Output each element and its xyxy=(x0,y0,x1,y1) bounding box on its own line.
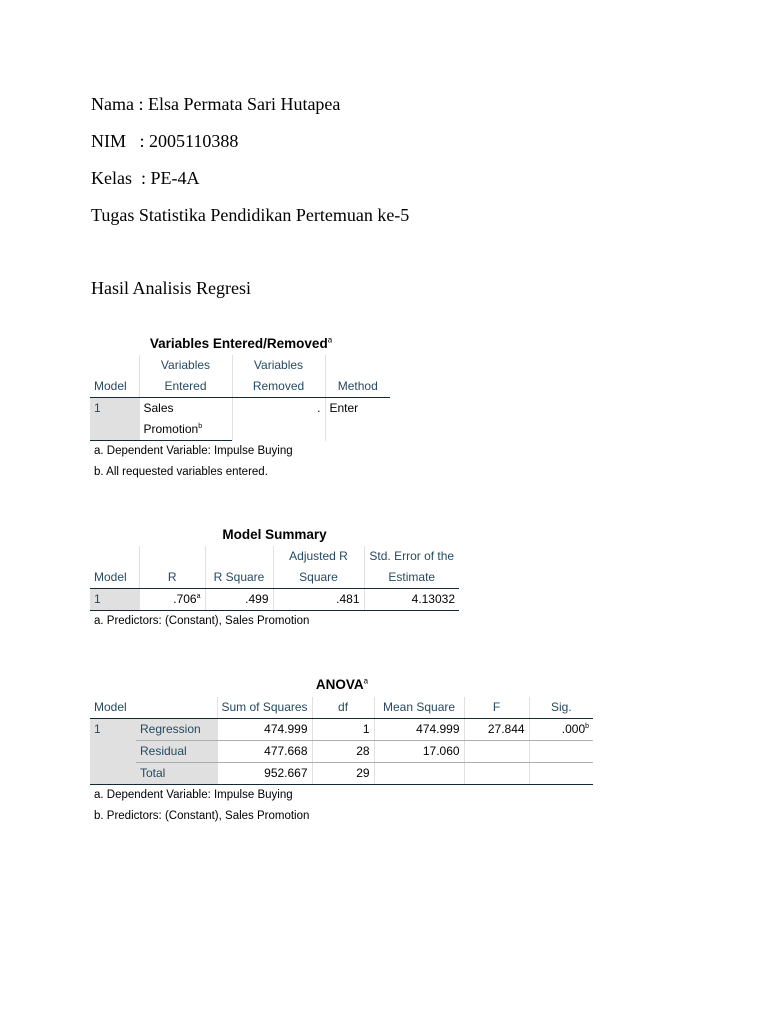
cell-removed: . xyxy=(232,398,325,441)
col-model: Model xyxy=(90,376,139,398)
anova-table xyxy=(90,697,593,785)
cell-mean-square: 474.999 xyxy=(374,719,464,741)
cell-method: Enter xyxy=(325,398,390,441)
col-method: Method xyxy=(325,376,390,398)
cell-r: .706$^a$ xyxy=(139,589,205,611)
col-sig: Sig. xyxy=(529,697,593,719)
cell-sig xyxy=(529,763,593,785)
table-footnote: b. Predictors: (Constant), Sales Promotion xyxy=(94,810,310,822)
table-row xyxy=(90,763,593,785)
col-adjusted-r-square: Adjusted R xyxy=(273,546,364,567)
student-nim: NIM : 2005110388 xyxy=(91,131,239,151)
cell-f xyxy=(464,763,529,785)
table-row xyxy=(90,741,593,763)
cell-entered: Sales xyxy=(139,398,232,420)
variables-entered-title: Variables Entered/Removed$^a$ xyxy=(149,335,333,351)
cell-sum-of-squares: 952.667 xyxy=(217,763,312,785)
cell-sum-of-squares: 477.668 xyxy=(217,741,312,763)
section-title: Hasil Analisis Regresi xyxy=(91,278,251,298)
row-label: Regression xyxy=(136,719,217,741)
table-footnote: a. Dependent Variable: Impulse Buying xyxy=(94,445,293,457)
row-label: Residual xyxy=(136,741,217,763)
cell-mean-square: 17.060 xyxy=(374,741,464,763)
col-model: Model xyxy=(90,697,136,719)
col-model: Model xyxy=(90,567,139,589)
col-std-error: Std. Error of the xyxy=(364,546,459,567)
cell-r-square: .499 xyxy=(205,589,273,611)
col-r: R xyxy=(139,567,205,589)
col-variables-entered: Variables xyxy=(139,355,232,376)
cell-df: 28 xyxy=(312,741,374,763)
row-model: 1 xyxy=(90,398,139,420)
row-model: 1 xyxy=(90,589,139,611)
col-f: F xyxy=(464,697,529,719)
col-sum-of-squares: Sum of Squares xyxy=(217,697,312,719)
model-summary-table: Adjusted R Std. Error of the Model R R Square Square Estimate 1 .706$^a$ .499 .481 4.13032 xyxy=(90,546,459,611)
student-name: Nama : Elsa Permata Sari Hutapea xyxy=(91,94,341,114)
cell-f: 27.844 xyxy=(464,719,529,741)
cell-df: 1 xyxy=(312,719,374,741)
cell-sig: .000$^b$ xyxy=(529,719,593,741)
row-label: Total xyxy=(136,763,217,785)
assignment-title: Tugas Statistika Pendidikan Pertemuan ke-5 xyxy=(91,205,410,225)
cell-df: 29 xyxy=(312,763,374,785)
variables-entered-table: Variables Variables Model Entered Removed Method 1 Sales . Enter Promotion$^b$ xyxy=(90,355,390,441)
cell-sig xyxy=(529,741,593,763)
cell-std-error: 4.13032 xyxy=(364,589,459,611)
table-footnote: a. Predictors: (Constant), Sales Promotion xyxy=(94,615,310,627)
col-df: df xyxy=(312,697,374,719)
anova-title: ANOVA$^a$ xyxy=(315,676,369,692)
cell-mean-square xyxy=(374,763,464,785)
table-footnote: b. All requested variables entered. xyxy=(94,466,268,478)
student-class: Kelas : PE-4A xyxy=(91,168,200,188)
col-mean-square: Mean Square xyxy=(374,697,464,719)
row-model: 1 xyxy=(90,719,136,785)
col-variables-removed: Variables xyxy=(232,355,325,376)
cell-f xyxy=(464,741,529,763)
cell-sum-of-squares: 474.999 xyxy=(217,719,312,741)
table-row xyxy=(90,719,593,741)
table-footnote: a. Dependent Variable: Impulse Buying xyxy=(94,789,293,801)
model-summary-title: Model Summary xyxy=(222,527,327,542)
col-r-square: R Square xyxy=(205,567,273,589)
cell-adjusted-r-square: .481 xyxy=(273,589,364,611)
